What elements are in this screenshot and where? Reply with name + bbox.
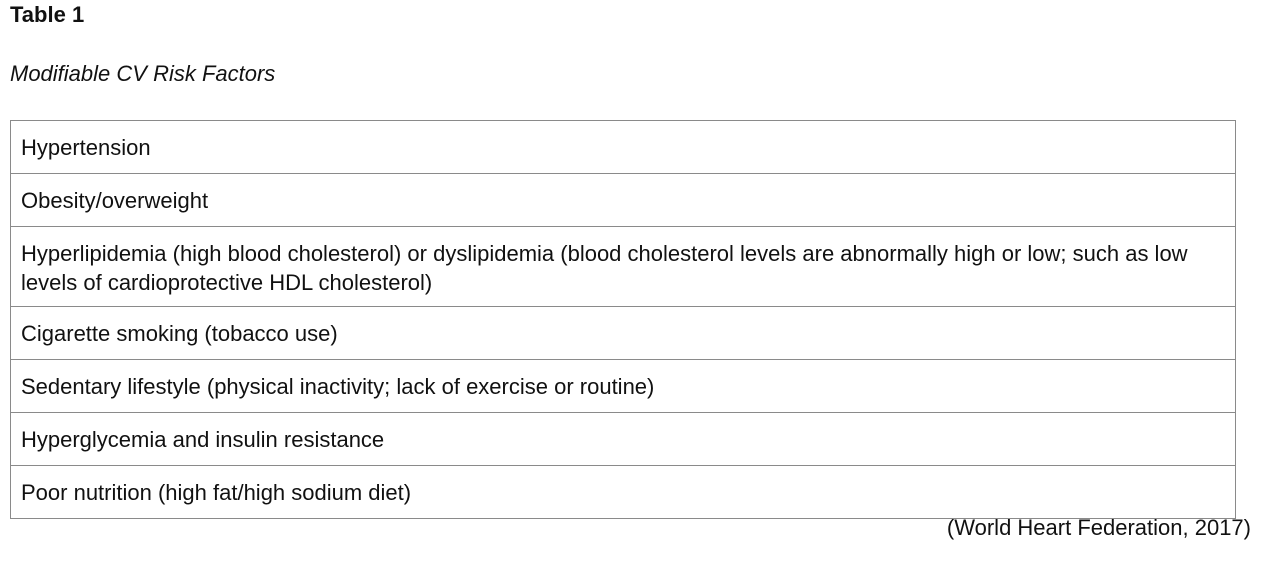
- risk-factor-cell: Obesity/overweight: [11, 174, 1236, 227]
- risk-factor-cell: Hypertension: [11, 121, 1236, 174]
- table-row: [11, 121, 1236, 174]
- risk-factor-cell: Cigarette smoking (tobacco use): [11, 307, 1236, 360]
- table-label: Table 1: [10, 2, 85, 27]
- table-row: [11, 174, 1236, 227]
- risk-factor-cell: Hyperglycemia and insulin resistance: [11, 413, 1236, 466]
- table-row: [11, 466, 1236, 519]
- table-row: [11, 227, 1236, 307]
- table-row: [11, 413, 1236, 466]
- risk-factors-table: [10, 120, 1236, 519]
- source-citation: (World Heart Federation, 2017): [946, 515, 1251, 540]
- risk-factor-cell: Poor nutrition (high fat/high sodium diet): [11, 466, 1236, 519]
- risk-factor-cell: Hyperlipidemia (high blood cholesterol) or dyslipidemia (blood cholesterol levels are abnormally high or low; such as low levels of cardioprotective HDL cholesterol): [11, 227, 1236, 307]
- table-row: [11, 307, 1236, 360]
- table-caption: Modifiable CV Risk Factors: [10, 61, 276, 86]
- table-row: [11, 360, 1236, 413]
- risk-factor-cell: Sedentary lifestyle (physical inactivity; lack of exercise or routine): [11, 360, 1236, 413]
